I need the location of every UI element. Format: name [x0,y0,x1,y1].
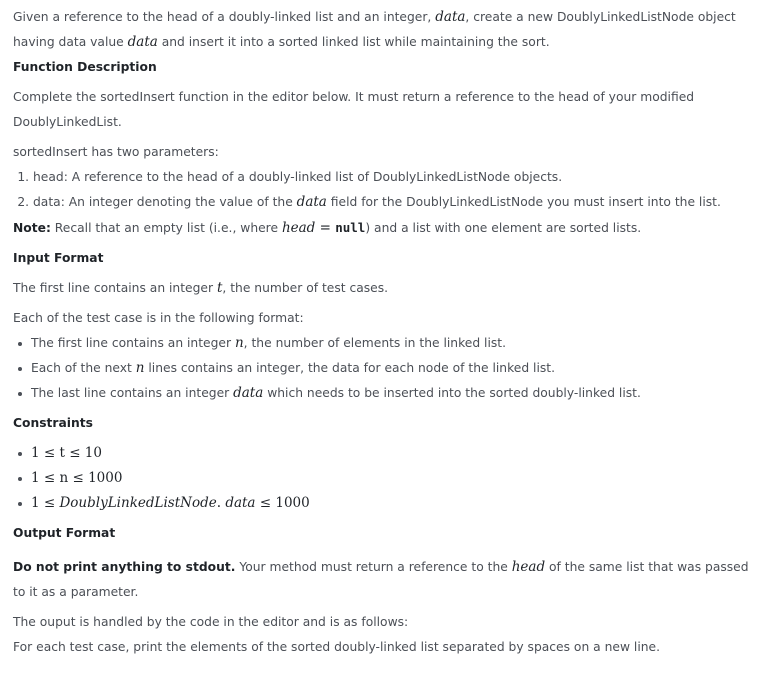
var-n: n [135,360,145,376]
note-text-2: ) and a list with one element are sorted lists. [365,221,642,235]
constraints-heading: Constraints [13,416,93,430]
input-bullet-2-text-2: lines contains an integer, the data for each node of the linked list. [144,361,556,375]
var-node: DoublyLinkedListNode [59,495,217,511]
output-bold: Do not print anything to stdout. [13,560,236,574]
constraint-data-text-1: 1 ≤ [31,495,60,511]
input-bullet-2-text-1: Each of the next [31,361,136,375]
param-data-text-2: field for the DoublyLinkedListNode you must insert into the list. [326,195,721,209]
var-data: data [225,495,256,511]
constraint-n: 1 ≤ n ≤ 1000 [31,466,755,491]
input-line-1-text-2: , the number of test cases. [222,281,389,295]
params-intro: sortedInsert has two parameters: [13,145,219,159]
var-head: head [511,559,546,575]
params-list [13,165,755,215]
param-data [33,190,755,215]
var-data: data [435,9,466,25]
intro-paragraph [13,5,755,55]
input-bullet-1 [31,331,755,356]
param-data-text-1: data: An integer denoting the value of the [33,195,297,209]
constraint-data [31,491,755,516]
input-bullet-3-text-1: The last line contains an integer [31,386,234,400]
constraint-t: 1 ≤ t ≤ 10 [31,441,755,466]
null-literal: null [335,220,366,235]
note-label: Note: [13,221,51,235]
intro-text-3: and insert it into a sorted linked list while maintaining the sort. [157,35,550,49]
note-paragraph [13,215,755,241]
note-text-1: Recall that an empty list (i.e., where [50,221,282,235]
input-bullet-2 [31,356,755,381]
input-format-heading: Input Format [13,251,104,265]
input-line-1 [13,276,755,301]
output-text-2: of the same list that was passed to it as a parameter. [13,560,749,599]
function-description-heading: Function Description [13,60,157,74]
output-format-heading: Output Format [13,526,116,540]
output-line-3: For each test case, print the elements of the sorted doubly-linked list separated by spaces on a new line. [13,640,661,654]
var-n: n [234,335,244,351]
output-line-2: The ouput is handled by the code in the editor and is as follows: [13,615,409,629]
input-bullets [13,331,755,406]
output-paragraph [13,555,755,605]
input-bullet-1-text-1: The first line contains an integer [31,336,235,350]
var-data: data [127,34,158,50]
var-data: data [233,385,264,401]
constraint-dot: . [216,495,226,511]
input-bullet-1-text-2: , the number of elements in the linked list. [243,336,507,350]
intro-text-2: , create a new DoublyLinkedListNode object having data value [13,10,736,49]
param-head: 1. head: A reference to the head of a doubly-linked list of DoublyLinkedListNode objects. [33,165,755,190]
constraints-list [13,441,755,516]
var-head: head [281,220,316,236]
var-data: data [296,194,327,210]
input-line-1-text-1: The first line contains an integer [13,281,217,295]
intro-text-1: Given a reference to the head of a doubly-linked list and an integer, [13,10,436,24]
input-bullet-3 [31,381,755,406]
var-t: t [216,280,223,296]
input-bullet-3-text-2: which needs to be inserted into the sorted doubly-linked list. [263,386,641,400]
output-text-1: Your method must return a reference to the [235,560,512,574]
equals-sign: = [315,220,336,236]
input-line-2: Each of the test case is in the following format: [13,311,304,325]
constraint-data-text-2: ≤ 1000 [255,495,310,511]
function-description-text: Complete the sortedInsert function in the editor below. It must return a reference to the head of your modified DoublyLinkedList. [13,90,695,129]
